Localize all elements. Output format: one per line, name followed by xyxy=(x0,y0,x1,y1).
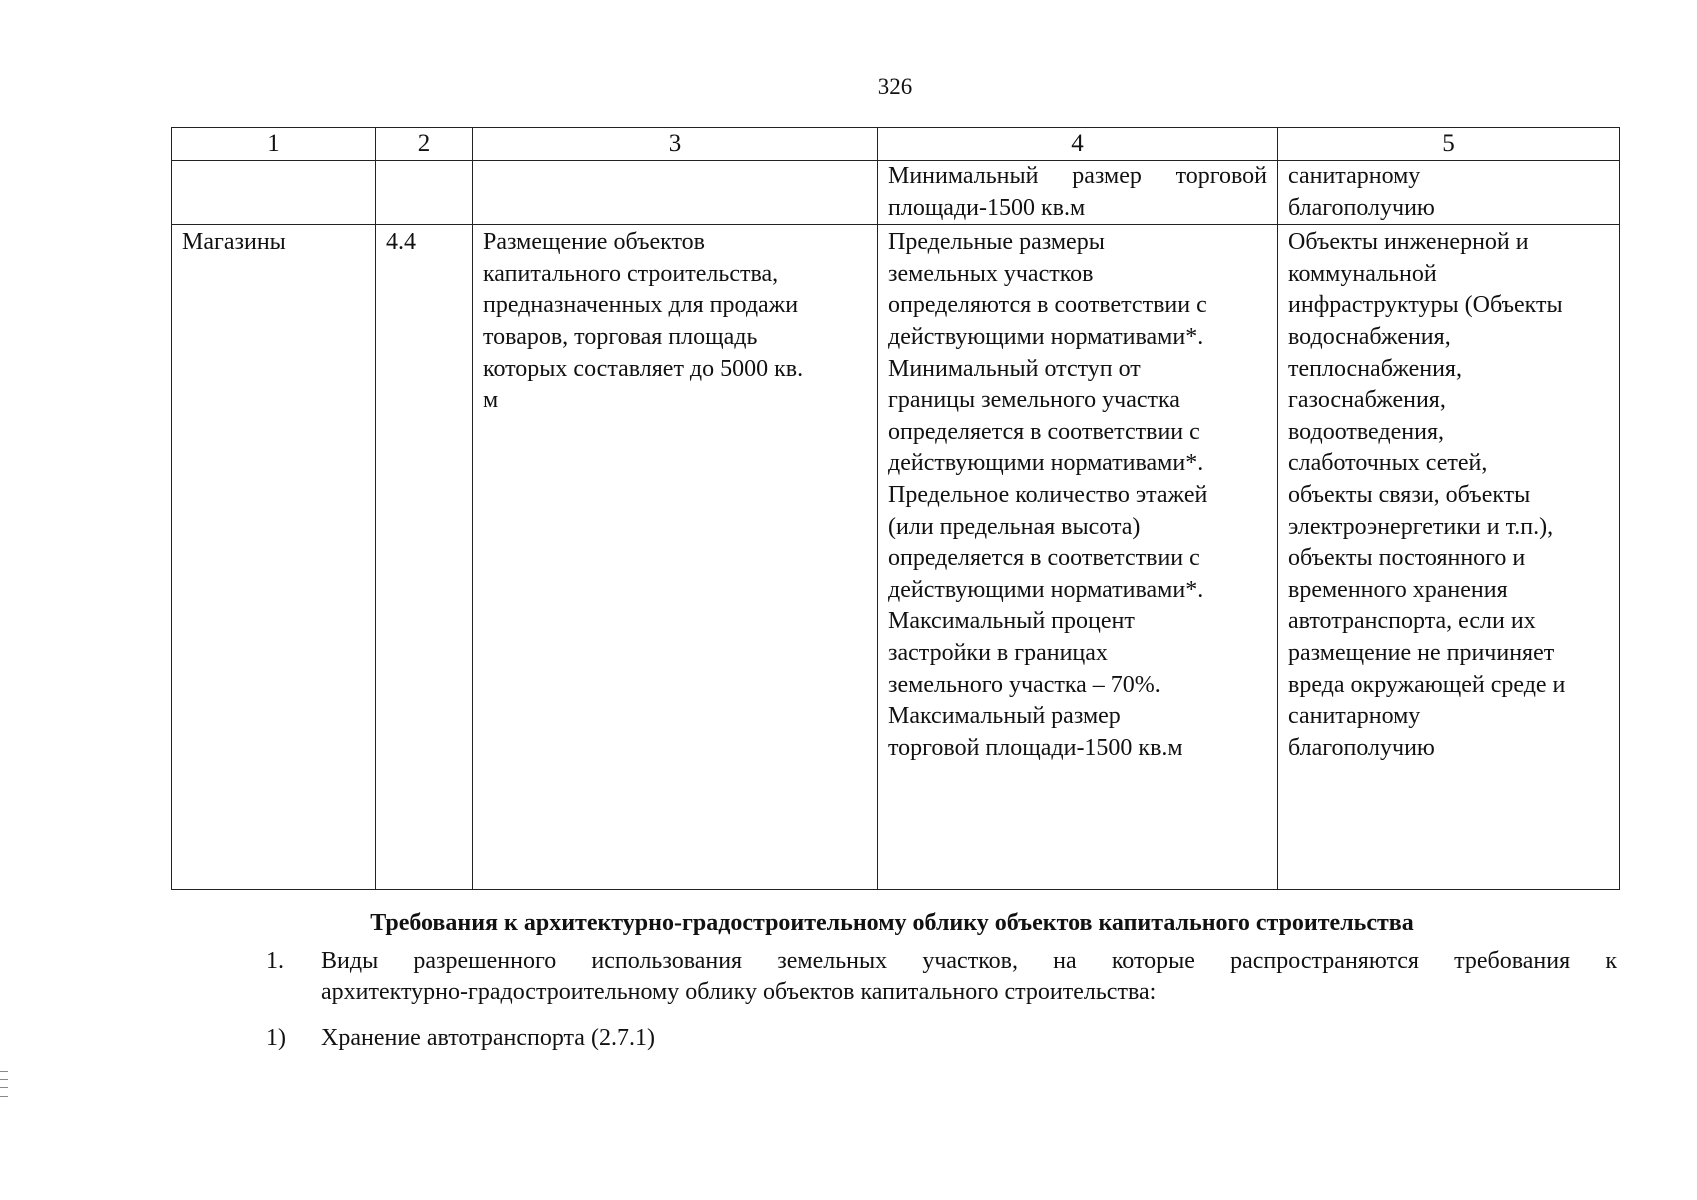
cell-text-line: застройки в границах xyxy=(888,639,1108,666)
list-item-line: архитектурно-градостроительному облику объектов капитального строительства: xyxy=(321,979,1157,1005)
cell-text-line: определяется в соответствии с xyxy=(888,418,1200,445)
table-cell-description xyxy=(473,225,878,890)
cell-text-line: инфраструктуры (Объекты xyxy=(1288,292,1563,319)
cell-text-line: Максимальный размер xyxy=(888,703,1121,730)
cell-text-line: коммунальной xyxy=(1288,260,1437,287)
table-cell xyxy=(172,161,376,225)
cell-text-line: благополучию xyxy=(1288,734,1435,761)
cell-text-line: Минимальный размер торговой xyxy=(888,163,1267,189)
table-cell-parameters xyxy=(878,225,1278,890)
cell-text-line: действующими нормативами*. xyxy=(888,576,1204,603)
cell-text-line: санитарному xyxy=(1288,163,1421,189)
table-cell-conditions xyxy=(1278,161,1620,225)
list-item-line: Хранение автотранспорта (2.7.1) xyxy=(321,1025,655,1051)
cell-text-line: земельных участков xyxy=(888,260,1094,287)
list-item-line: Виды разрешенного использования земельных участков, на которые распространяются требования к xyxy=(321,948,1617,974)
cell-text-line: автотранспорта, если их xyxy=(1288,608,1536,635)
cell-text-line: слаботочных сетей, xyxy=(1288,450,1488,477)
table-header-row xyxy=(172,128,1620,161)
zoning-table xyxy=(171,127,1620,890)
cell-text-line: земельного участка – 70%. xyxy=(888,671,1161,698)
cell-text-line: водоснабжения, xyxy=(1288,323,1451,350)
column-header: 2 xyxy=(376,128,473,161)
cell-text-line: теплоснабжения, xyxy=(1288,355,1462,382)
table-cell xyxy=(376,161,473,225)
list-item-text xyxy=(321,946,1617,1008)
cell-text-line: капитального строительства, xyxy=(483,260,779,287)
cell-text-line: Минимальный отступ от xyxy=(888,355,1141,382)
table-row-continuation xyxy=(172,161,1620,225)
cell-text-line: водоотведения, xyxy=(1288,418,1444,445)
cell-text-line: определяется в соответствии с xyxy=(888,545,1200,572)
cell-text-line: размещение не причиняет xyxy=(1288,639,1555,666)
margin-mark xyxy=(0,1096,8,1097)
cell-text-line: санитарному xyxy=(1288,703,1421,730)
cell-text-line: предназначенных для продажи xyxy=(483,292,799,319)
cell-text-line: действующими нормативами*. xyxy=(888,450,1204,477)
cell-text-line: Объекты инженерной и xyxy=(1288,229,1529,256)
cell-text-line: площади-1500 кв.м xyxy=(888,194,1086,221)
section-title: Требования к архитектурно-градостроительному облику объектов капитального строительства xyxy=(370,910,1414,936)
cell-text-line: временного хранения xyxy=(1288,576,1508,603)
table-cell-parameters xyxy=(878,161,1278,225)
column-header: 5 xyxy=(1278,128,1620,161)
cell-text-line: Максимальный процент xyxy=(888,608,1135,635)
table-cell-use-name: Магазины xyxy=(172,225,376,890)
column-header: 4 xyxy=(878,128,1278,161)
cell-text-line: Размещение объектов xyxy=(483,229,705,256)
cell-text-line: вреда окружающей среде и xyxy=(1288,671,1566,698)
table-cell xyxy=(473,161,878,225)
cell-text-line: м xyxy=(483,387,499,414)
margin-mark xyxy=(0,1087,8,1088)
cell-text-line: электроэнергетики и т.п.), xyxy=(1288,513,1554,540)
cell-text-line: газоснабжения, xyxy=(1288,387,1446,414)
cell-text-line: определяются в соответствии с xyxy=(888,292,1207,319)
cell-text-line: благополучию xyxy=(1288,194,1435,221)
cell-text-line: границы земельного участка xyxy=(888,387,1180,414)
cell-text-line: торговой площади-1500 кв.м xyxy=(888,734,1183,761)
margin-mark xyxy=(0,1079,8,1080)
list-item-text xyxy=(321,1023,1617,1054)
table-cell-use-code: 4.4 xyxy=(376,225,473,890)
column-header: 1 xyxy=(172,128,376,161)
list-item-marker: 1. xyxy=(266,948,284,974)
list-item-marker: 1) xyxy=(266,1025,286,1051)
table-cell-conditions xyxy=(1278,225,1620,890)
cell-text-line: Предельные размеры xyxy=(888,229,1105,256)
cell-text-line: Предельное количество этажей xyxy=(888,481,1208,508)
column-header: 3 xyxy=(473,128,878,161)
margin-mark xyxy=(0,1071,8,1072)
cell-text-line: объекты постоянного и xyxy=(1288,545,1526,572)
cell-text-line: объекты связи, объекты xyxy=(1288,481,1531,508)
cell-text-line: товаров, торговая площадь xyxy=(483,323,758,350)
cell-text-line: (или предельная высота) xyxy=(888,513,1141,540)
page-number: 326 xyxy=(877,74,913,99)
cell-text-line: действующими нормативами*. xyxy=(888,323,1204,350)
table-row-shops xyxy=(172,225,1620,890)
cell-text-line: которых составляет до 5000 кв. xyxy=(483,355,804,382)
